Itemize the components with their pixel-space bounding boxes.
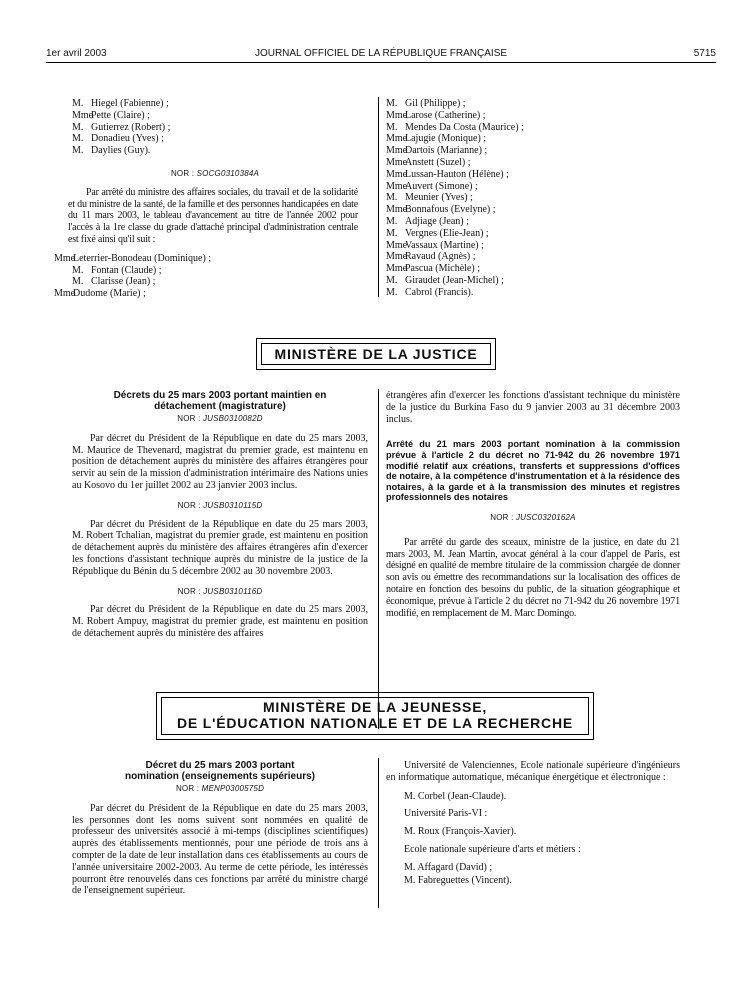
establishment-label: Université de Valenciennes, Ecole nationale supérieure d'ingénieurs en informatique automatique, mécanique énergétique et électronique : [386, 760, 680, 783]
list-item: MmeLussan-Hauton (Hélène) ; [386, 168, 509, 180]
list-item: M. Meunier (Yves) ; [386, 192, 473, 204]
header-page-number: 5715 [693, 48, 716, 59]
decree-paragraph: Par décret du Président de la République en date du 25 mars 2003, M. Robert Tchalian, magistrat du premier grade, est maintenu en position de détachement auprès du ministère des affaires étrangères afin d'exercer les fonctions d'assistant technique auprès du ministre de la justice de la République du Bénin du 5 décembre 2002 au 30 novembre 2003. [72, 518, 368, 577]
column-divider [378, 389, 379, 729]
list-item: M. Daylies (Guy). [72, 145, 151, 157]
ministry-justice-heading: MINISTÈRE DE LA JUSTICE [256, 338, 496, 370]
ministry-education-line1: MINISTÈRE DE LA JEUNESSE, [262, 699, 488, 715]
decree-paragraph: Par décret du Président de la République en date du 25 mars 2003, M. Robert Ampuy, magistrat du premier grade, est maintenu en position de détachement auprès du ministère des affaires [72, 604, 368, 639]
justice-left-column [72, 390, 368, 640]
list-item: MmeAuvert (Simone) ; [386, 180, 478, 192]
list-item: M. Donadieu (Yves) ; [72, 133, 164, 145]
decree-title: Décret du 25 mars 2003 portant nomination (enseignements supérieurs) [124, 760, 316, 782]
list-item: M. Gil (Philippe) ; [386, 98, 466, 109]
list-item: MmeDudome (Marie) ; [54, 288, 146, 300]
nor-reference: NOR : JUSC0320162A [490, 512, 576, 522]
list-item: M. Adjiage (Jean) ; [386, 215, 469, 227]
list-item: M. Giraudet (Jean-Michel) ; [386, 274, 504, 286]
decree-title: Décrets du 25 mars 2003 portant maintien en détachement (magistrature) [113, 390, 327, 412]
appointee-name: M. Corbel (Jean-Claude). [404, 790, 507, 802]
justice-right-column [386, 390, 680, 619]
decree-paragraph: Par arrêté du ministre des affaires sociales, du travail et de la solidarité et du ministre de la santé, de la famille et des personnes handicapées en date du 11 mars 2003, le tableau d'avancement au titre de l'année 2002 pour l'accès à la 1re classe du grade d'attaché principal d'administration centrale est fixé ainsi qu'il suit : [68, 186, 358, 245]
list-item: M. Fontan (Claude) ; [72, 264, 162, 276]
column-divider [378, 758, 379, 908]
list-item: MmeDartois (Marianne) ; [386, 145, 488, 157]
page-header [46, 46, 716, 63]
header-journal-title: JOURNAL OFFICIEL DE LA RÉPUBLIQUE FRANÇAISE [254, 48, 508, 59]
decree-paragraph: Par décret du Président de la République en date du 25 mars 2003, les personnes dont les noms suivent sont nommées en qualité de professeur des universités associé à mi-temps (disciplines scientifiques) auprès des établissements mentionnés, pour une période de trois ans à compter de la date de leur installation dans ces établissements au cours de l'année universitaire 2002-2003. Au terme de cette période, les intéressés pourront être renouvelés dans ces fonctions par arrêté du ministre chargé de l'enseignement supérieur. [72, 802, 368, 897]
name-list-b [54, 253, 358, 300]
list-item: MmePette (Claire) ; [72, 109, 150, 121]
appointee-name: M. Roux (François-Xavier). [404, 826, 517, 838]
appointee-name: M. Affagard (David) ; [404, 861, 493, 873]
list-item: MmeLajugie (Monique) ; [386, 133, 487, 145]
arrete-paragraph: Par arrêté du garde des sceaux, ministre de la justice, en date du 21 mars 2003, M. Jean Martin, avocat général à la cour d'appel de Paris, est désigné en qualité de membre titulaire de la commission chargée de donner son avis ou émettre des recommandations sur la localisation des offices de notaire en fonction des besoins du public, de la situation géographique et économique, prévue à l'article 2 du décret no 71-942 du 26 novembre 1971 modifié, en remplacement de M. Marc Domingo. [386, 536, 680, 619]
nor-reference: NOR : SOCG0310384A [170, 168, 260, 178]
ministry-education-line2: DE L'ÉDUCATION NATIONALE ET DE LA RECHERCHE [176, 715, 574, 731]
list-item: M. Hiegel (Fabienne) ; [72, 98, 169, 109]
list-item: MmeRavaud (Agnès) ; [386, 251, 476, 263]
list-item: M. Vergnes (Elie-Jean) ; [386, 227, 489, 239]
appointee-name: M. Fabreguettes (Vincent). [404, 874, 512, 886]
list-item: MmeVassaux (Martine) ; [386, 239, 484, 251]
nor-reference: NOR : JUSB0310115D [177, 500, 263, 510]
list-item: MmePascua (Michèle) ; [386, 263, 480, 275]
list-item: MmeBonnafous (Evelyne) ; [386, 204, 496, 216]
decree-paragraph-continued: étrangères afin d'exercer les fonctions d'assistant technique du ministère de la justice du Burkina Faso du 9 janvier 2003 au 31 décembre 2003 inclus. [386, 390, 680, 425]
list-item: MmeLarose (Catherine) ; [386, 109, 486, 121]
establishment-label: Ecole nationale supérieure d'arts et métiers : [404, 843, 581, 855]
column-divider [378, 97, 379, 297]
nor-reference: NOR : JUSB0310082D [177, 414, 263, 423]
top-left-column [54, 98, 358, 300]
education-left-column [72, 760, 368, 897]
education-right-column [386, 760, 680, 886]
establishment-label: Université Paris-VI : [404, 808, 488, 820]
name-list-a [72, 98, 358, 157]
nor-reference: NOR : MENP0300575D [175, 784, 265, 793]
list-item: M. Mendes Da Costa (Maurice) ; [386, 121, 524, 133]
list-item: M. Clarisse (Jean) ; [72, 276, 156, 288]
decree-paragraph: Par décret du Président de la République en date du 25 mars 2003, M. Maurice de Thevenard, magistrat du premier grade, est maintenu en position de détachement auprès du ministère des affaires étrangères pour servir au sein de la mission d'administration intérimaire des Nations unies au Kosovo du 1er juillet 2002 au 23 janvier 2003 inclus. [72, 432, 368, 491]
header-date: 1er avril 2003 [46, 48, 107, 59]
arrete-title: Arrêté du 21 mars 2003 portant nomination à la commission prévue à l'article 2 du décret no 71-942 du 26 novembre 1971 modifié relatif aux créations, transferts et suppressions d'offices de notaire, à la compétence d'instrumentation et à la résidence des notaires, à la garde et à la transmission des minutes et registres professionnels des notaires [386, 439, 680, 503]
list-item: MmeAnstett (Suzel) ; [386, 156, 471, 168]
list-item: M. Gutierrez (Robert) ; [72, 121, 171, 133]
ministry-education-heading [156, 692, 594, 740]
top-right-column [386, 98, 686, 299]
list-item: M. Cabrol (Francis). [386, 286, 474, 298]
list-item: MmeLeterrier-Bonodeau (Dominique) ; [54, 252, 212, 264]
nor-reference: NOR : JUSB0310116D [177, 586, 263, 596]
